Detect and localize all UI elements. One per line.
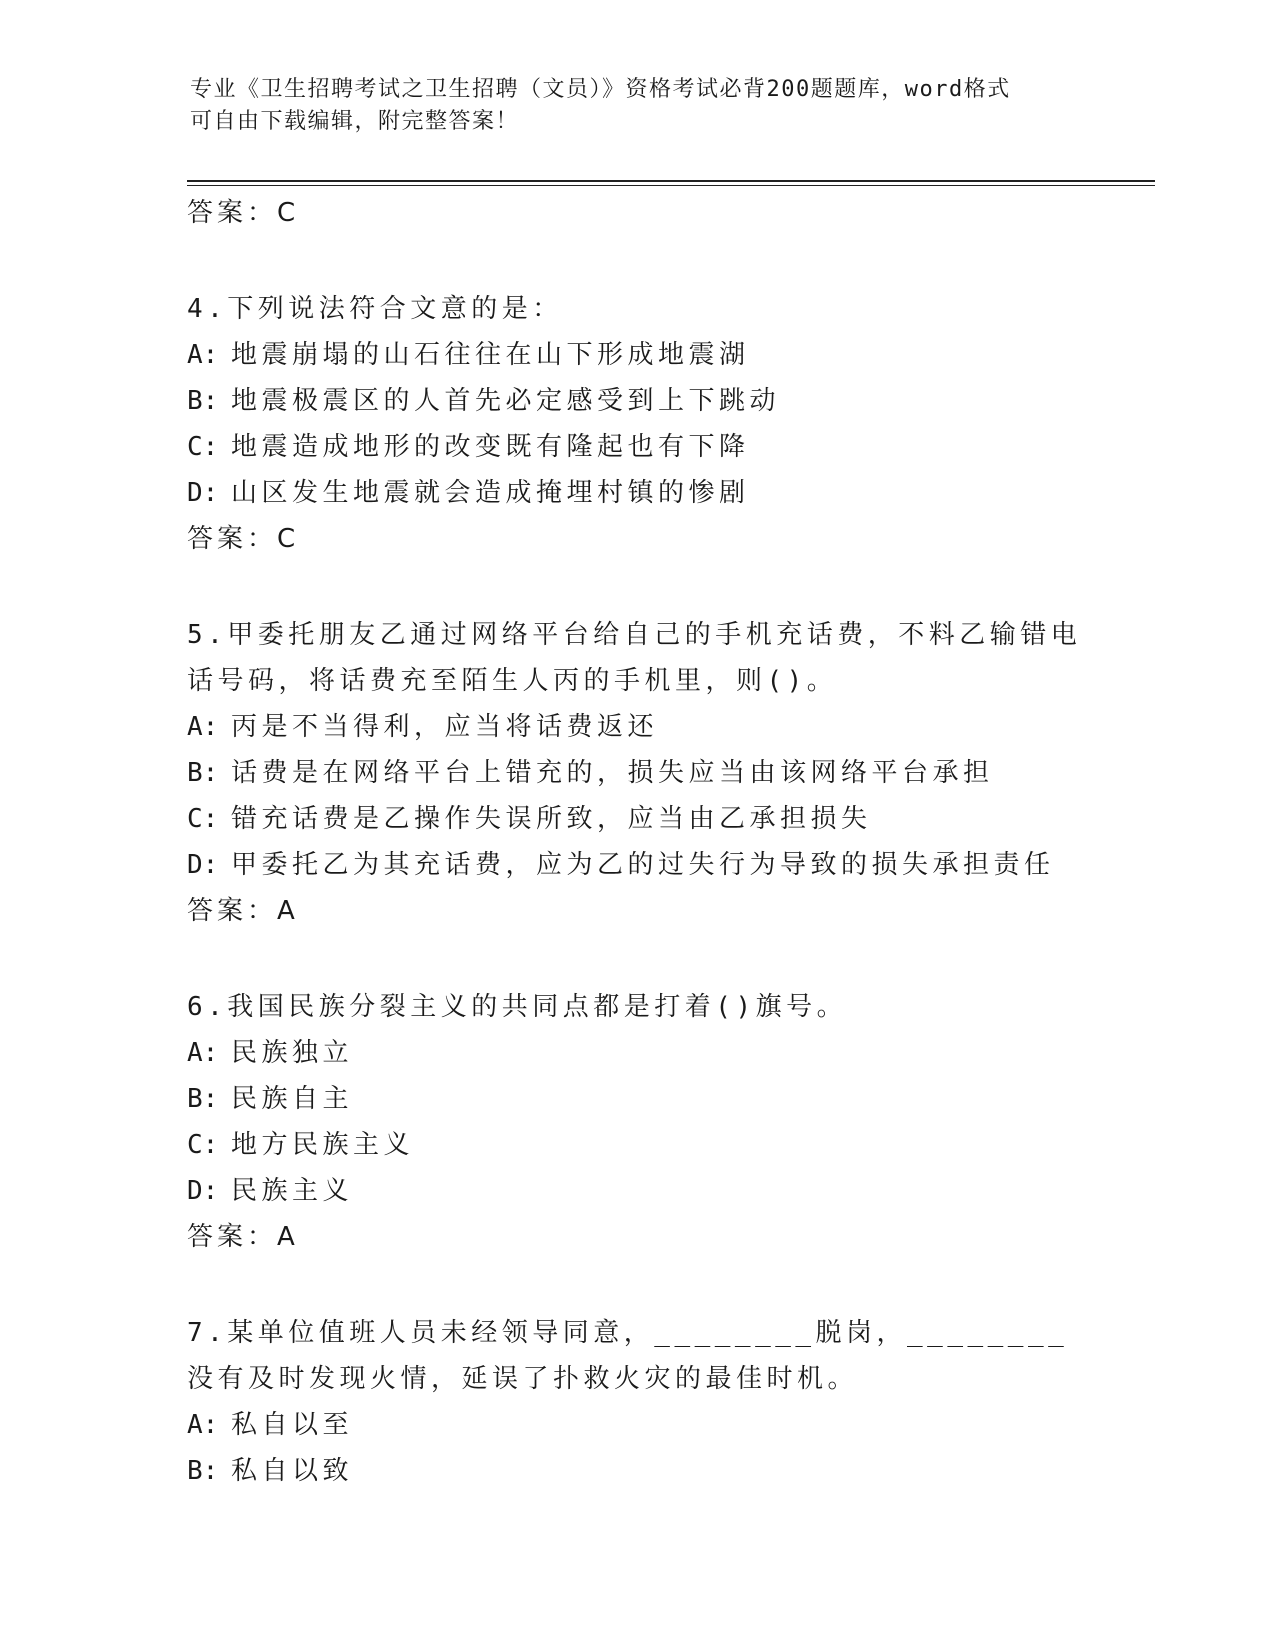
option-text: 话费是在网络平台上错充的，损失应当由该网络平台承担	[231, 758, 994, 788]
option-a	[187, 1030, 1087, 1076]
question-5	[187, 612, 1087, 934]
answer-label: 答案：	[187, 1222, 278, 1252]
option-text: 地震造成地形的改变既有隆起也有下降	[231, 432, 750, 462]
option-key: C:	[187, 1130, 219, 1160]
question-stem: 6.我国民族分裂主义的共同点都是打着()旗号。	[187, 992, 848, 1022]
option-b	[187, 378, 1087, 424]
option-key: C:	[187, 432, 219, 462]
option-key: A:	[187, 1410, 219, 1440]
option-c	[187, 796, 1087, 842]
option-d	[187, 470, 1087, 516]
question-4	[187, 286, 1087, 562]
option-c	[187, 1122, 1087, 1168]
answer-label: 答案：	[187, 896, 278, 926]
option-key: D:	[187, 1176, 219, 1206]
question-6	[187, 984, 1087, 1260]
question-stem: 4.下列说法符合文意的是：	[187, 294, 563, 324]
option-d	[187, 842, 1087, 888]
option-text: 私自以致	[231, 1456, 354, 1486]
option-key: D:	[187, 850, 219, 880]
document-header	[190, 74, 1070, 138]
answer-line	[187, 1214, 1087, 1260]
option-key: A:	[187, 1038, 219, 1068]
option-a	[187, 704, 1087, 750]
option-key: A:	[187, 712, 219, 742]
option-text: 民族独立	[231, 1038, 354, 1068]
question-list	[187, 190, 1087, 1494]
option-text: 民族自主	[231, 1084, 354, 1114]
option-key: B:	[187, 1456, 219, 1486]
header-rule-thin	[187, 185, 1155, 186]
answer-line	[187, 516, 1087, 562]
answer-value: A	[277, 896, 296, 926]
option-key: B:	[187, 386, 219, 416]
option-text: 地震崩塌的山石往往在山下形成地震湖	[231, 340, 750, 370]
option-text: 甲委托乙为其充话费，应为乙的过失行为导致的损失承担责任	[231, 850, 1055, 880]
option-key: B:	[187, 1084, 219, 1114]
option-text: 错充话费是乙操作失误所致，应当由乙承担损失	[231, 804, 872, 834]
option-b	[187, 1076, 1087, 1122]
option-text: 丙是不当得利，应当将话费返还	[231, 712, 659, 742]
option-text: 私自以至	[231, 1410, 354, 1440]
option-text: 民族主义	[231, 1176, 354, 1206]
answer-label: 答案：	[187, 198, 278, 228]
answer-line	[187, 190, 1087, 236]
answer-value: C	[277, 524, 297, 554]
answer-line	[187, 888, 1087, 934]
option-c	[187, 424, 1087, 470]
answer-value: C	[277, 198, 297, 228]
question-7	[187, 1310, 1087, 1494]
option-b	[187, 1448, 1087, 1494]
option-a	[187, 332, 1087, 378]
answer-label: 答案：	[187, 524, 278, 554]
option-key: B:	[187, 758, 219, 788]
option-d	[187, 1168, 1087, 1214]
option-a	[187, 1402, 1087, 1448]
option-text: 地震极震区的人首先必定感受到上下跳动	[231, 386, 781, 416]
header-line-1: 专业《卫生招聘考试之卫生招聘（文员）》资格考试必背200题题库，word格式	[190, 77, 1011, 102]
header-rule-thick	[187, 180, 1155, 182]
question-stem: 7.某单位值班人员未经领导同意，________脱岗，________没有及时发现火情，延误了扑救火灾的最佳时机。	[187, 1318, 1069, 1394]
option-b	[187, 750, 1087, 796]
question-stem: 5.甲委托朋友乙通过网络平台给自己的手机充话费，不料乙输错电话号码，将话费充至陌生人丙的手机里，则()。	[187, 620, 1082, 696]
option-text: 地方民族主义	[231, 1130, 415, 1160]
option-key: A:	[187, 340, 219, 370]
option-key: C:	[187, 804, 219, 834]
option-text: 山区发生地震就会造成掩埋村镇的惨剧	[231, 478, 750, 508]
header-line-2: 可自由下载编辑，附完整答案！	[190, 109, 520, 134]
answer-value: A	[277, 1222, 296, 1252]
option-key: D:	[187, 478, 219, 508]
